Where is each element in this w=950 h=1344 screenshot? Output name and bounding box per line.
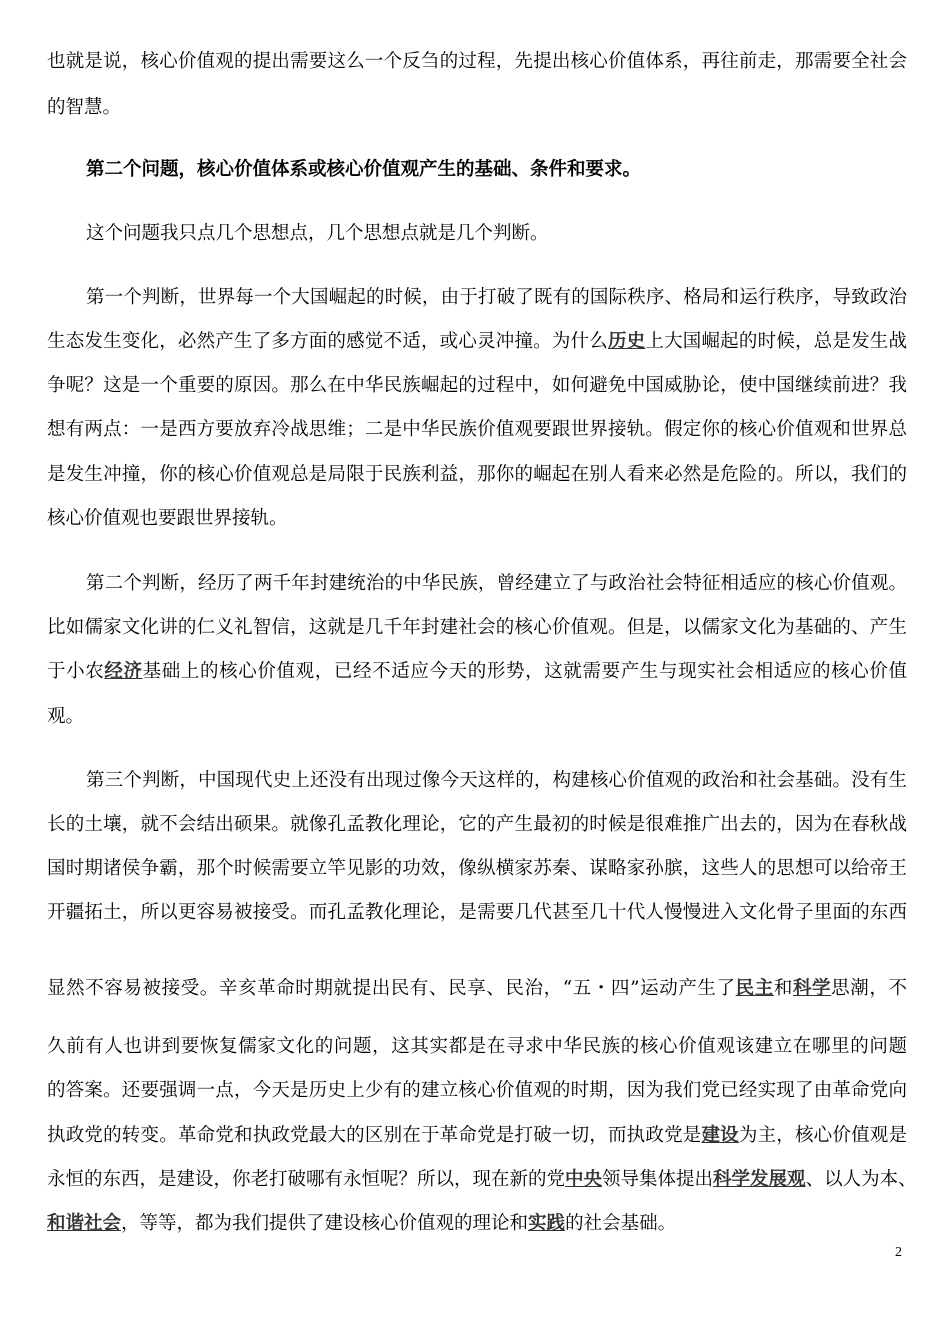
text-line <box>47 705 907 729</box>
text-segment: ，等等，都为我们提供了建设核心价值观的理论和 <box>121 1213 529 1234</box>
text-line <box>47 977 907 1001</box>
keyword-link[interactable]: 科学发展观 <box>713 1169 806 1190</box>
text-line <box>47 463 907 487</box>
text-segment: 思潮，不 <box>831 978 907 999</box>
text-segment: 和 <box>773 978 793 999</box>
text-segment: 争呢？这是一个重要的原因。那么在中华民族崛起的过程中，如何避免中国威胁论，使中国继续前进？我 <box>47 375 907 396</box>
text-segment: 基础上的核心价值观，已经不适应今天的形势，这就需要产生与现实社会相适应的核心价值 <box>142 661 907 682</box>
keyword-link[interactable]: 社会 <box>84 1213 122 1234</box>
text-segment: 比如儒家文化讲的仁义礼智信，这就是几千年封建社会的核心价值观。但是，以儒家文化为基础的、产生 <box>47 617 907 638</box>
text-segment: 执政党的转变。革命党和执政党最大的区别在于革命党是打破一切，而执政党是 <box>47 1125 702 1146</box>
text-segment: 核心价值观也要跟世界接轨。 <box>47 508 288 529</box>
text-line <box>47 330 907 354</box>
text-segment: 、以人为本、 <box>805 1169 917 1190</box>
text-segment: 的答案。还要强调一点，今天是历史上少有的建立核心价值观的时期，因为我们党已经实现了由革命党向 <box>47 1080 907 1101</box>
text-segment: 也就是说，核心价值观的提出需要这么一个反刍的过程，先提出核心价值体系，再往前走，那需要全社会 <box>47 51 907 72</box>
text-segment: 为主，核心价值观是 <box>738 1125 907 1146</box>
text-line <box>47 857 907 881</box>
text-segment: 第二个问题，核心价值体系或核心价值观产生的基础、条件和要求。 <box>86 159 642 180</box>
text-segment: 第一个判断，世界每一个大国崛起的时候，由于打破了既有的国际秩序、格局和运行秩序，导致政治 <box>86 287 907 308</box>
keyword-link[interactable]: 民主 <box>735 978 774 999</box>
text-segment: 第三个判断，中国现代史上还没有出现过像今天这样的，构建核心价值观的政治和社会基础。没有生 <box>86 770 907 791</box>
text-line <box>47 660 907 684</box>
text-segment: 永恒的东西，是建设，你老打破哪有永恒呢？所以，现在新的党 <box>47 1169 566 1190</box>
keyword-link[interactable]: 经济 <box>104 661 143 682</box>
text-line <box>47 901 907 925</box>
text-line <box>47 1035 907 1059</box>
text-line <box>47 418 907 442</box>
text-line <box>47 50 907 74</box>
text-segment: 国时期诸侯争霸，那个时候需要立竿见影的功效，像纵横家苏秦、谋略家孙膑，这些人的思想可以给帝王 <box>47 858 907 879</box>
keyword-link[interactable]: 科学 <box>792 978 832 999</box>
text-line <box>47 1079 907 1103</box>
keyword-link[interactable]: 和谐 <box>47 1213 85 1234</box>
text-segment: 的智慧。 <box>47 97 122 118</box>
text-segment: 观。 <box>47 706 85 727</box>
text-line <box>86 769 907 793</box>
page-number: 2 <box>895 1245 902 1260</box>
keyword-link[interactable]: 历史 <box>607 331 646 352</box>
text-line <box>47 1212 907 1236</box>
keyword-link[interactable]: 建设 <box>701 1125 739 1146</box>
text-segment: 开疆拓土，所以更容易被接受。而孔孟教化理论，是需要几代甚至几十代人慢慢进入文化骨子里面的东西 <box>47 902 907 923</box>
text-line <box>47 96 907 120</box>
text-line <box>47 813 907 837</box>
text-line <box>47 1124 907 1148</box>
text-segment: 久前有人也讲到要恢复儒家文化的问题，这其实都是在寻求中华民族的核心价值观该建立在哪里的问题 <box>47 1036 907 1057</box>
section-heading <box>86 158 907 182</box>
text-line <box>86 572 907 596</box>
text-line <box>86 222 907 246</box>
text-line <box>47 374 907 398</box>
text-segment: 于小农 <box>47 661 105 682</box>
text-segment: 生态发生变化，必然产生了多方面的感觉不适，或心灵冲撞。为什么 <box>47 331 608 352</box>
text-segment: 这个问题我只点几个思想点，几个思想点就是几个判断。 <box>86 223 549 244</box>
keyword-link[interactable]: 实践 <box>528 1213 566 1234</box>
text-segment: 第二个判断，经历了两千年封建统治的中华民族，曾经建立了与政治社会特征相适应的核心价值观。 <box>86 573 907 594</box>
text-line <box>47 616 907 640</box>
text-segment: 上大国崛起的时候，总是发生战 <box>645 331 907 352</box>
text-line <box>47 1168 917 1192</box>
text-line <box>86 286 907 310</box>
text-line <box>47 507 907 531</box>
text-segment: 领导集体提出 <box>602 1169 714 1190</box>
text-segment: 的社会基础。 <box>565 1213 677 1234</box>
text-segment: 是发生冲撞，你的核心价值观总是局限于民族利益，那你的崛起在别人看来必然是危险的。所以，我们的 <box>47 464 907 485</box>
text-segment: 想有两点：一是西方要放弃冷战思维；二是中华民族价值观要跟世界接轨。假定你的核心价值观和世界总 <box>47 419 907 440</box>
keyword-link[interactable]: 中央 <box>565 1169 603 1190</box>
text-segment: 长的土壤，就不会结出硕果。就像孔孟教化理论，它的产生最初的时候是很难推广出去的，因为在春秋战 <box>47 814 907 835</box>
text-segment: 显然不容易被接受。辛亥革命时期就提出民有、民享、民治，“五・四”运动产生了 <box>47 978 736 999</box>
